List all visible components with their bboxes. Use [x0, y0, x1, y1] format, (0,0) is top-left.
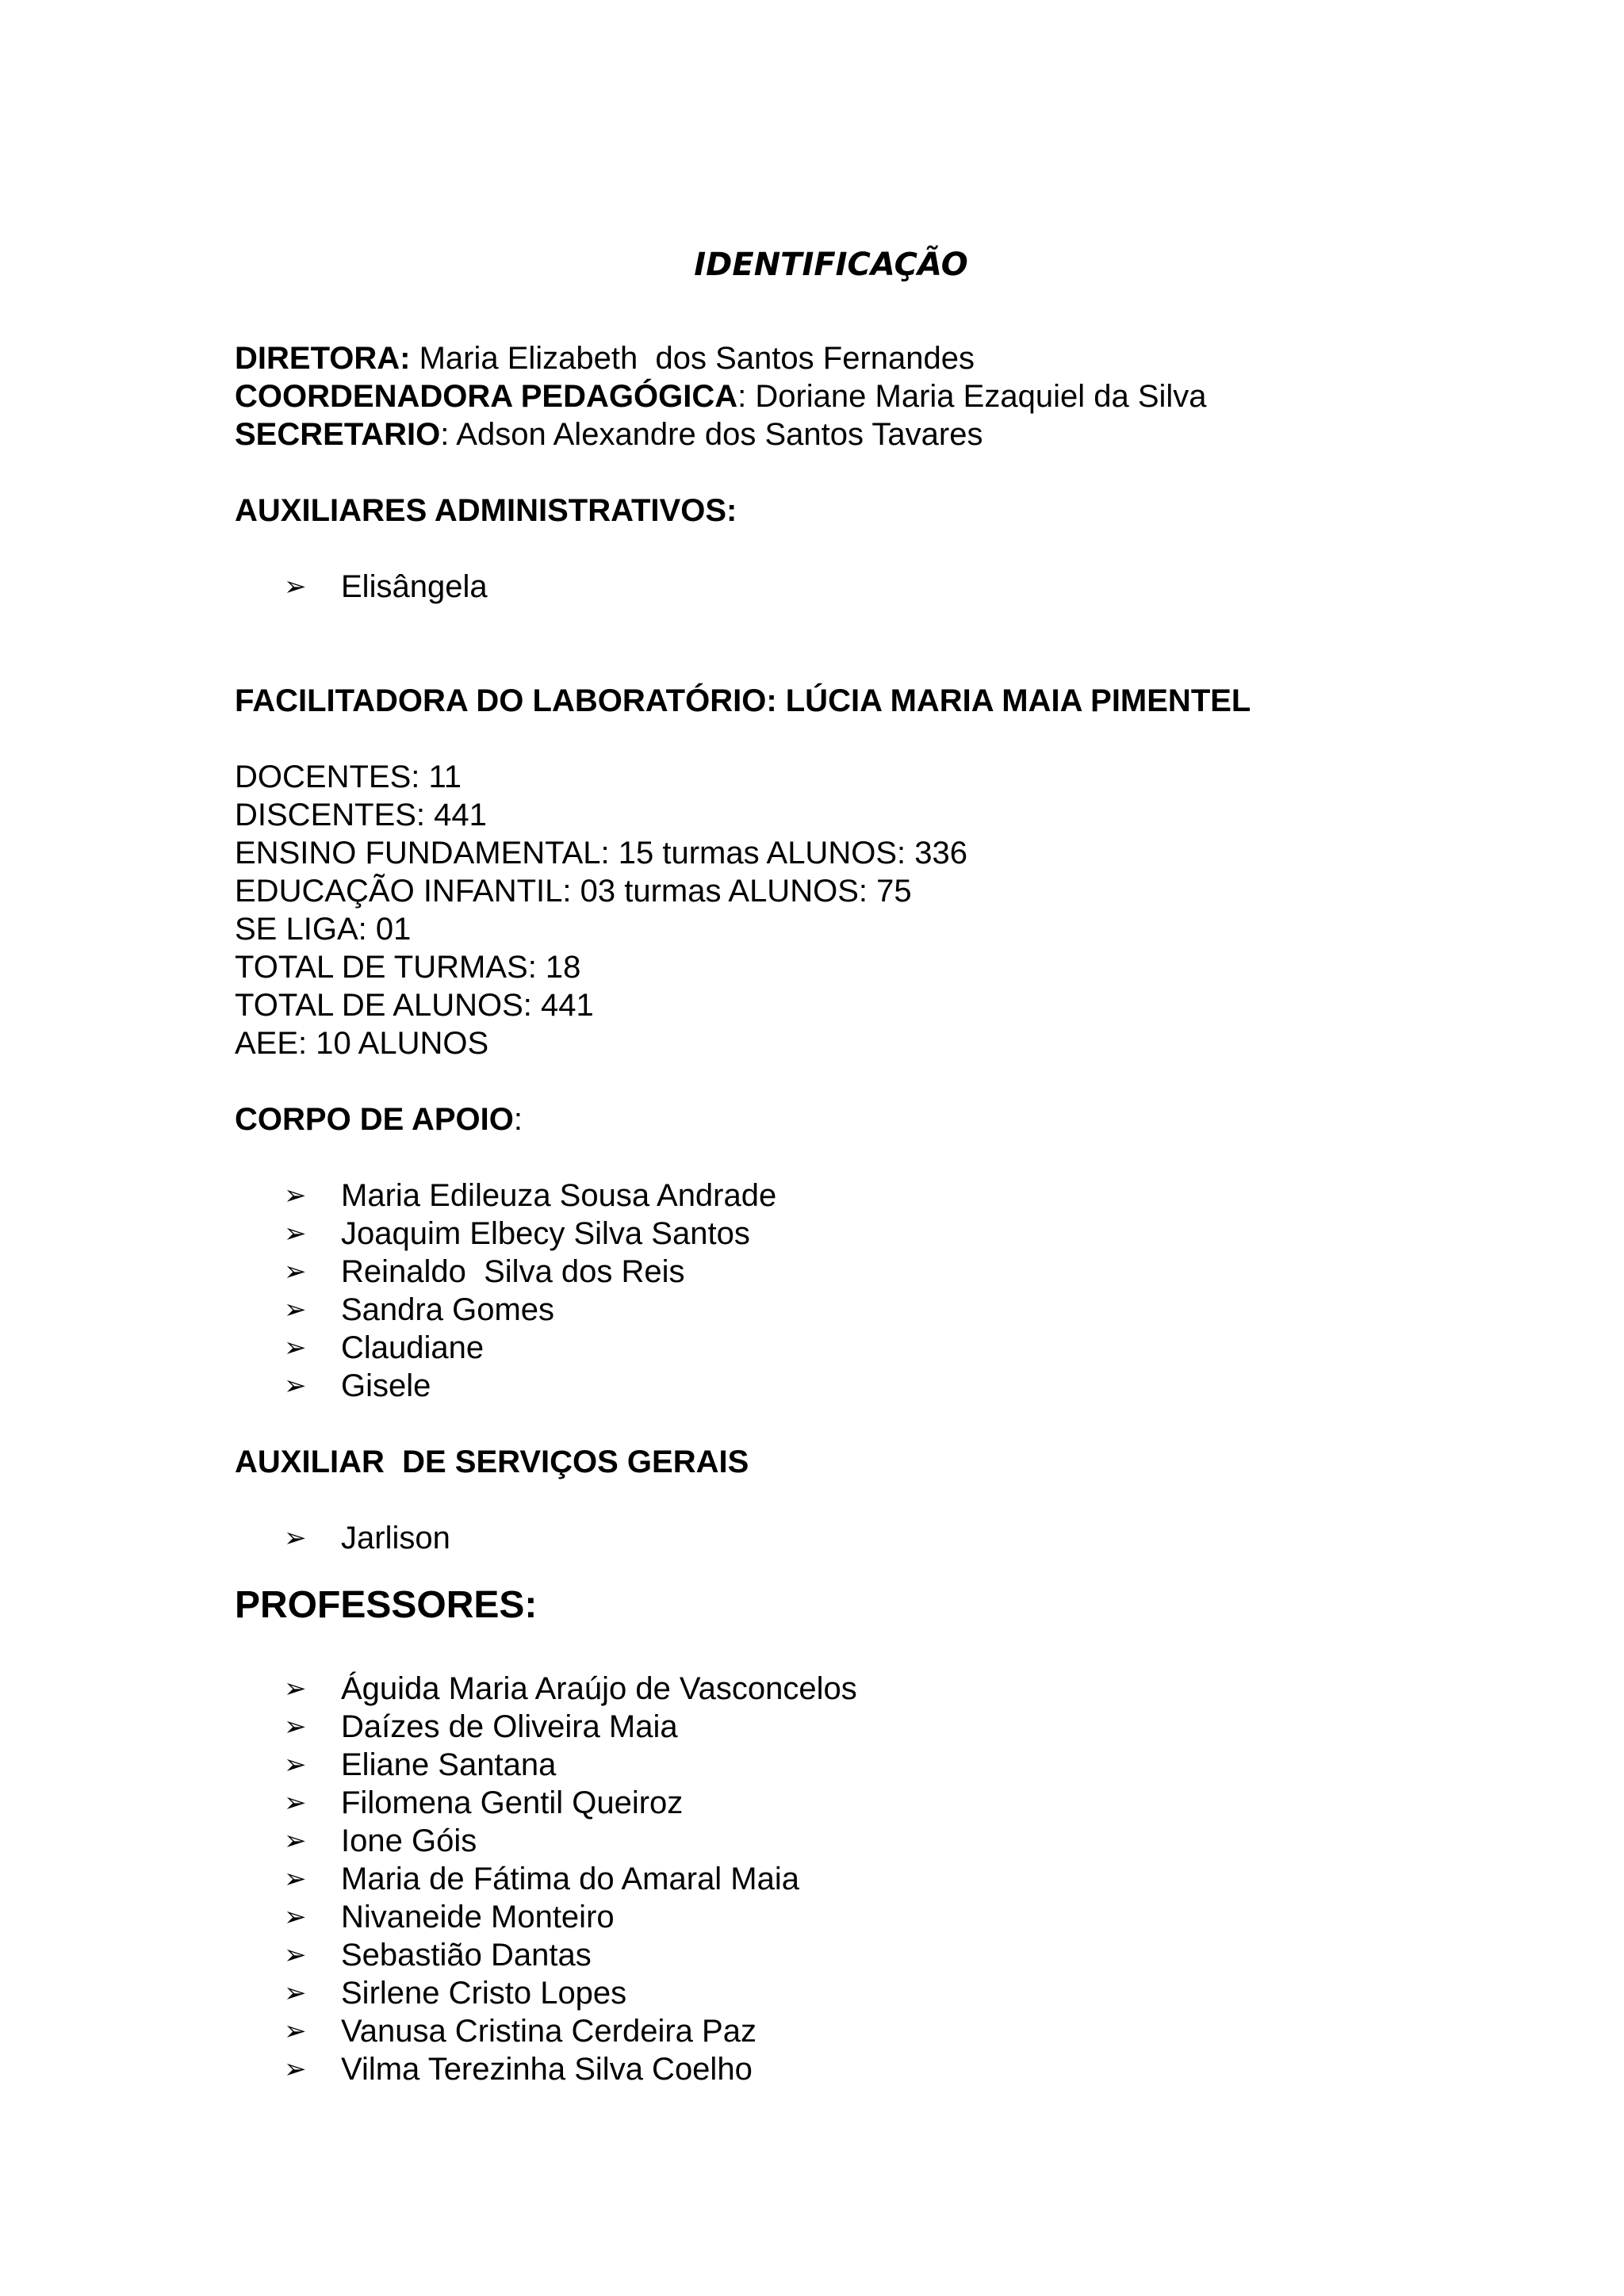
stat-educacao-infantil: EDUCAÇÃO INFANTIL: 03 turmas ALUNOS: 75 [235, 874, 912, 909]
spacer [235, 606, 1503, 644]
director-line [235, 339, 1503, 377]
list-item-text: Sebastião Dantas [341, 1938, 592, 1973]
spacer [235, 1557, 1503, 1579]
spacer [235, 1405, 1503, 1443]
list-item-text: Joaquim Elbecy Silva Santos [341, 1216, 750, 1251]
general-services-heading: AUXILIAR DE SERVIÇOS GERAIS [235, 1445, 749, 1479]
spacer [235, 1481, 1503, 1519]
spacer [235, 530, 1503, 568]
list-item-text: Maria de Fátima do Amaral Maia [341, 1862, 800, 1896]
teachers-list [235, 1670, 1503, 2088]
arrow-bullet-icon: ➢ [284, 1673, 307, 1705]
arrow-bullet-icon: ➢ [284, 1180, 307, 1211]
director-name: Maria Elizabeth dos Santos Fernandes [410, 341, 975, 376]
list-item [235, 1936, 1503, 1974]
list-item-text: Filomena Gentil Queiroz [341, 1785, 684, 1820]
arrow-bullet-icon: ➢ [284, 2053, 307, 2085]
arrow-bullet-icon: ➢ [284, 1522, 307, 1554]
list-item [235, 1215, 1503, 1253]
list-item [235, 1367, 1503, 1405]
arrow-bullet-icon: ➢ [284, 2015, 307, 2047]
arrow-bullet-icon: ➢ [284, 1749, 307, 1781]
list-item-text: Daízes de Oliveira Maia [341, 1709, 678, 1744]
list-item [235, 1519, 1503, 1557]
coordinator-line [235, 377, 1503, 415]
list-item [235, 1860, 1503, 1898]
spacer [235, 644, 1503, 682]
director-label: DIRETORA: [235, 341, 411, 376]
stat-discentes: DISCENTES: 441 [235, 798, 487, 832]
stat-se-liga: SE LIGA: 01 [235, 912, 412, 947]
list-item-text: Vilma Terezinha Silva Coelho [341, 2052, 753, 2087]
list-item-text: Vanusa Cristina Cerdeira Paz [341, 2014, 756, 2049]
list-item [235, 1822, 1503, 1860]
list-item [235, 1253, 1503, 1291]
document-body [235, 339, 1503, 2088]
lab-facilitator-line: FACILITADORA DO LABORATÓRIO: LÚCIA MARIA MAIA PIMENTEL [235, 683, 1251, 718]
list-item-text: Sandra Gomes [341, 1292, 555, 1327]
spacer [235, 1062, 1503, 1100]
stat-ensino-fundamental: ENSINO FUNDAMENTAL: 15 turmas ALUNOS: 336 [235, 836, 967, 871]
stat-aee: AEE: 10 ALUNOS [235, 1026, 489, 1061]
spacer [235, 1138, 1503, 1177]
spacer [235, 720, 1503, 758]
list-item-text: Reinaldo Silva dos Reis [341, 1254, 685, 1289]
list-item-text: Maria Edileuza Sousa Andrade [341, 1178, 777, 1213]
support-heading-line [235, 1100, 1503, 1138]
list-item [235, 1746, 1503, 1784]
list-item-text: Claudiane [341, 1330, 485, 1365]
arrow-bullet-icon: ➢ [284, 571, 307, 603]
coordinator-name: : Doriane Maria Ezaquiel da Silva [737, 379, 1207, 414]
arrow-bullet-icon: ➢ [284, 1218, 307, 1249]
arrow-bullet-icon: ➢ [284, 1787, 307, 1819]
list-item [235, 1784, 1503, 1822]
admin-assistants-list [235, 568, 1503, 606]
spacer [235, 1632, 1503, 1670]
arrow-bullet-icon: ➢ [284, 1939, 307, 1971]
stat-total-alunos: TOTAL DE ALUNOS: 441 [235, 988, 594, 1023]
secretary-name: : Adson Alexandre dos Santos Tavares [440, 417, 983, 452]
stats-block [235, 758, 1503, 1062]
arrow-bullet-icon: ➢ [284, 1977, 307, 2009]
list-item-text: Jarlison [341, 1521, 450, 1556]
list-item-text: Sirlene Cristo Lopes [341, 1976, 627, 2011]
list-item [235, 2012, 1503, 2050]
stat-docentes: DOCENTES: 11 [235, 760, 462, 794]
arrow-bullet-icon: ➢ [284, 1711, 307, 1743]
list-item [235, 1177, 1503, 1215]
coordinator-label: COORDENADORA PEDAGÓGICA [235, 379, 738, 414]
list-item [235, 2050, 1503, 2088]
list-item-text: Águida Maria Araújo de Vasconcelos [341, 1671, 857, 1706]
list-item-text: Gisele [341, 1368, 431, 1403]
admin-assistants-heading: AUXILIARES ADMINISTRATIVOS: [235, 493, 737, 528]
arrow-bullet-icon: ➢ [284, 1825, 307, 1857]
list-item-text: Ione Góis [341, 1823, 477, 1858]
page-title: IDENTIFICAÇÃO [694, 247, 968, 283]
stat-total-turmas: TOTAL DE TURMAS: 18 [235, 950, 581, 985]
arrow-bullet-icon: ➢ [284, 1901, 307, 1933]
list-item-text: Elisângela [341, 569, 488, 604]
arrow-bullet-icon: ➢ [284, 1332, 307, 1364]
support-heading-suffix: : [513, 1102, 523, 1137]
arrow-bullet-icon: ➢ [284, 1863, 307, 1895]
list-item [235, 1708, 1503, 1746]
list-item [235, 1898, 1503, 1936]
arrow-bullet-icon: ➢ [284, 1370, 307, 1402]
list-item [235, 568, 1503, 606]
arrow-bullet-icon: ➢ [284, 1294, 307, 1326]
list-item [235, 1329, 1503, 1367]
list-item [235, 1670, 1503, 1708]
support-heading: CORPO DE APOIO [235, 1102, 514, 1137]
list-item-text: Nivaneide Monteiro [341, 1900, 615, 1934]
support-list [235, 1177, 1503, 1405]
secretary-label: SECRETARIO [235, 417, 441, 452]
secretary-line [235, 415, 1503, 453]
spacer [235, 453, 1503, 492]
teachers-heading: PROFESSORES: [235, 1584, 538, 1626]
list-item [235, 1291, 1503, 1329]
general-services-list [235, 1519, 1503, 1557]
list-item-text: Eliane Santana [341, 1747, 557, 1782]
list-item [235, 1974, 1503, 2012]
arrow-bullet-icon: ➢ [284, 1256, 307, 1288]
